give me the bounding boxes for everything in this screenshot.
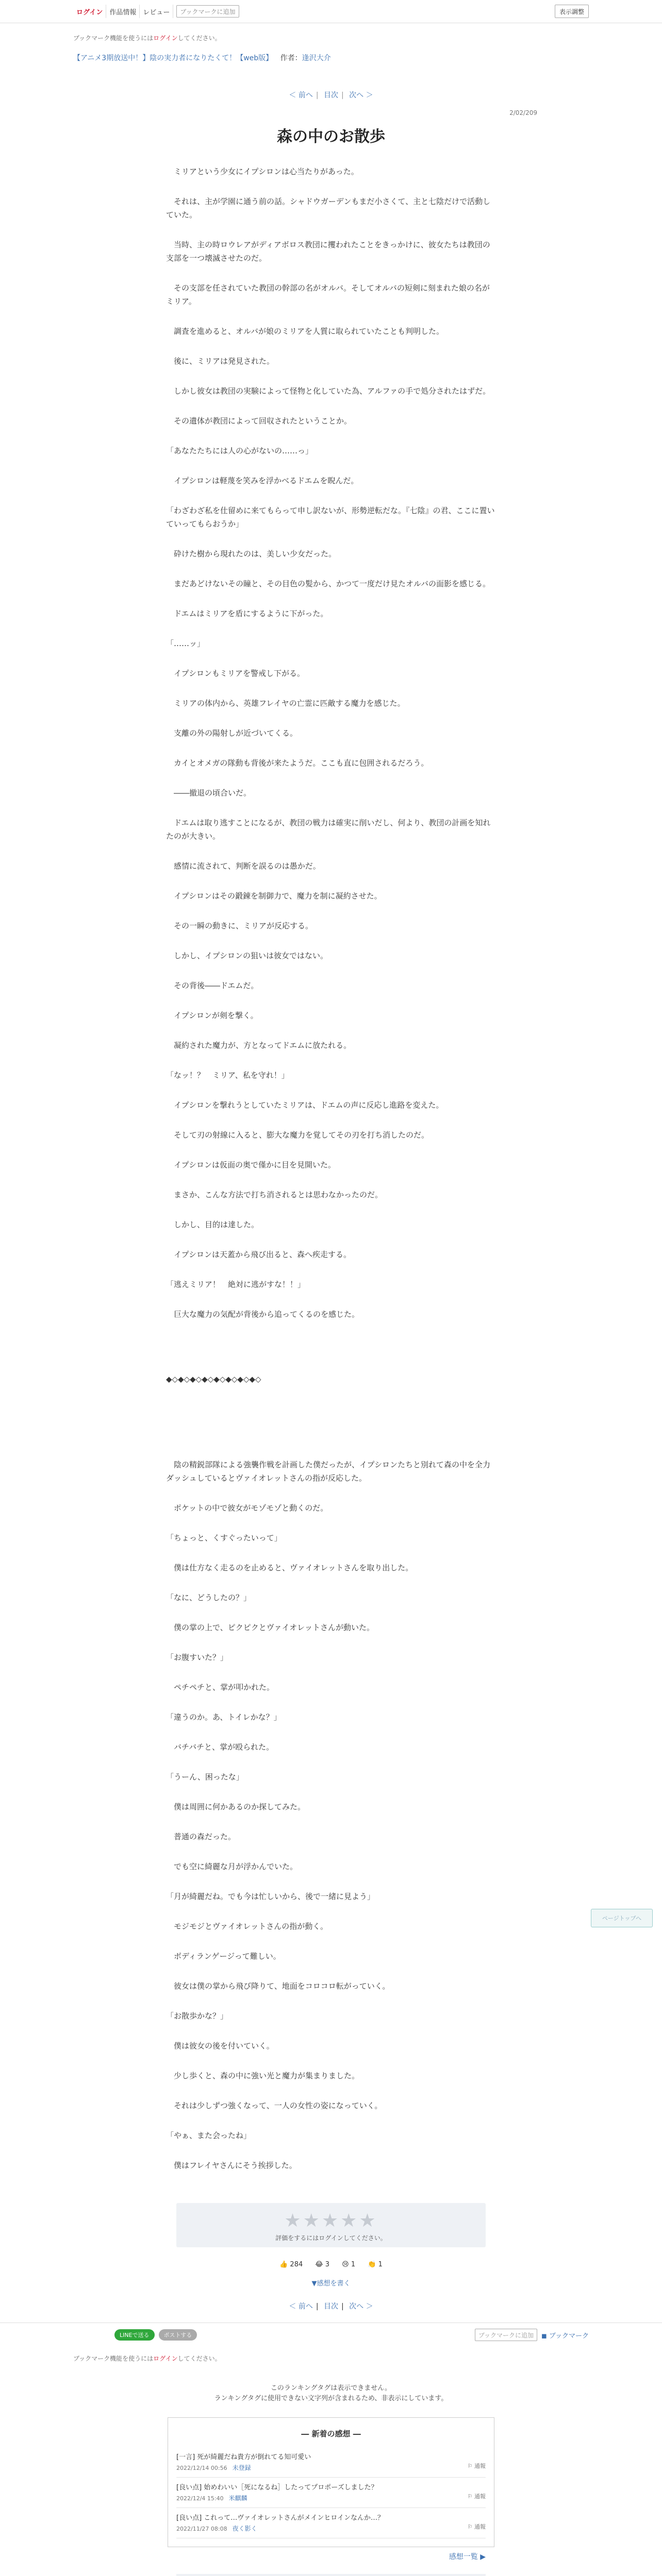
- toc-link-bottom[interactable]: 目次: [324, 2302, 338, 2311]
- novel-paragraph: しかし、目的は達した。: [166, 1220, 259, 1229]
- next-episode-link[interactable]: 次へ ＞: [349, 91, 373, 99]
- review-date: 2022/12/4 15:40: [176, 2495, 224, 2502]
- author-link[interactable]: 逢沢大介: [302, 54, 331, 62]
- scene-divider: ◆◇◆◇◆◇◆◇◆◇◆◇◆◇◆◇: [166, 1375, 261, 1384]
- novel-paragraph: 調査を進めると、オルバが娘のミリアを人質に取られていたことも判明した。: [166, 327, 444, 336]
- novel-paragraph: ――撤退の頃合いだ。: [166, 788, 252, 798]
- series-title-link[interactable]: 【アニメ3期放送中！】陰の実力者になりたくて！【web版】: [73, 54, 273, 62]
- review-user-link[interactable]: 米麒麟: [228, 2495, 247, 2502]
- prev-episode-link-bottom[interactable]: ＜ 前へ: [289, 2302, 313, 2311]
- review-date: 2022/11/27 08:08: [176, 2526, 227, 2532]
- next-episode-link-bottom[interactable]: 次へ ＞: [349, 2302, 373, 2311]
- novel-paragraph: 少し歩くと、森の中に強い光と魔力が集まりました。: [166, 2071, 360, 2080]
- novel-body: [166, 165, 496, 2172]
- report-link[interactable]: ⚐ 通報: [467, 2493, 486, 2500]
- novel-paragraph: 感情に流されて、判断を誤るのは愚かだ。: [166, 861, 321, 871]
- novel-paragraph: イプシロンは仮面の奥で僅かに目を見開いた。: [166, 1160, 336, 1170]
- novel-paragraph: まさか、こんな方法で打ち消されるとは思わなかったのだ。: [166, 1190, 383, 1199]
- novel-paragraph: そして刃の射線に入ると、膨大な魔力を覚してその刃を打ち消したのだ。: [166, 1130, 429, 1140]
- bookmark-link[interactable]: ◼ ブックマーク: [541, 2332, 589, 2340]
- novel-paragraph: 彼女は僕の掌から飛び降りて、地面をコロコロ転がっていく。: [166, 1981, 390, 1991]
- novel-paragraph: イプシロンは軽蔑を笑みを浮かべるドエムを睨んだ。: [166, 476, 359, 485]
- notice-login-link-bottom[interactable]: ログイン: [153, 2355, 178, 2362]
- star-rating[interactable]: ★★★★★: [284, 2210, 378, 2231]
- notice-login-link[interactable]: ログイン: [153, 35, 178, 42]
- reactions-bar: [0, 2261, 662, 2268]
- review-item: [176, 2478, 486, 2508]
- novel-paragraph: 「……ッ」: [166, 639, 205, 648]
- novel-paragraph: それは、主が学園に通う前の話。シャドウガーデンもまだ小さくて、主と七陰だけで活動していた。: [166, 197, 491, 219]
- novel-paragraph: イプシロンが剣を撃く。: [166, 1011, 258, 1020]
- episode-title: 森の中のお散歩: [277, 128, 385, 146]
- display-settings-button[interactable]: 表示調整: [555, 5, 589, 18]
- bookmark-login-notice: [73, 33, 589, 42]
- novel-part-2: [166, 1458, 496, 2172]
- report-label: 通報: [474, 2463, 486, 2469]
- review-title[interactable]: [良い点] これって…ヴァイオレットさんがメインヒロインなんか…？: [176, 2514, 384, 2522]
- add-bookmark-button-bottom[interactable]: ブックマークに追加: [475, 2329, 537, 2341]
- novel-paragraph: バチバチと、掌が殴られた。: [166, 1742, 274, 1752]
- clap-icon: 👏: [368, 2261, 376, 2268]
- reviews-heading: ― 新着の感想 ―: [301, 2429, 361, 2438]
- reaction-cry[interactable]: [342, 2261, 355, 2268]
- reaction-count: 284: [290, 2261, 303, 2268]
- novel-paragraph: ミリアという少女にイプシロンは心当たりがあった。: [166, 167, 359, 176]
- novel-paragraph: ボディランゲージって難しい。: [166, 1952, 281, 1961]
- review-title[interactable]: [一言] 死が綺麗だね貴方が倒れてる知可愛い: [176, 2453, 311, 2461]
- reaction-thumbs[interactable]: [279, 2261, 303, 2268]
- novel-paragraph: ドエムは取り逃すことになるが、教団の戦力は確実に削いだし、何より、教団の計画を知れたのが大きい。: [166, 818, 491, 841]
- novel-part-1: [166, 165, 496, 1321]
- novel-paragraph: 僕は彼女の後を付いていく。: [166, 2041, 274, 2050]
- report-link[interactable]: ⚐ 通報: [467, 2463, 486, 2469]
- review-title[interactable]: [良い点] 始めわいい［死になるね］したってプロポーズしました？: [176, 2484, 378, 2492]
- report-link[interactable]: ⚐ 通報: [467, 2523, 486, 2530]
- novel-paragraph: 僕は周囲に何かあるのか探してみた。: [166, 1802, 306, 1811]
- novel-paragraph: 僕の掌の上で、ピクピクとヴァイオレットさんが動いた。: [166, 1623, 374, 1632]
- novel-paragraph: 「お腹すいた？」: [166, 1653, 228, 1662]
- novel-paragraph: その背後――ドエムだ。: [166, 981, 259, 990]
- novel-paragraph: でも空に綺麗な月が浮かんでいた。: [166, 1862, 298, 1871]
- report-label: 通報: [474, 2493, 486, 2500]
- work-info-link[interactable]: 作品情報: [106, 5, 140, 18]
- post-share-button[interactable]: ポストする: [159, 2329, 197, 2341]
- thumbs-up-icon: 👍: [279, 2261, 288, 2268]
- laugh-icon: 😂: [315, 2261, 323, 2268]
- ranking-note-line: このランキングタグは表示できません。: [270, 2384, 392, 2392]
- notice-text: ブックマーク機能を使うには: [73, 2355, 154, 2362]
- prev-episode-link[interactable]: ＜ 前へ: [289, 91, 313, 99]
- novel-paragraph: ミリアの体内から、英雄フレイヤの亡霊に匹敵する魔力を感じた。: [166, 699, 405, 708]
- reaction-count: 3: [325, 2261, 330, 2268]
- novel-paragraph: その一瞬の動きに、ミリアが反応する。: [166, 921, 313, 930]
- reaction-count: 1: [351, 2261, 356, 2268]
- reaction-laugh[interactable]: [315, 2261, 329, 2268]
- share-bar: [0, 2323, 662, 2347]
- novel-paragraph: 「なッ！？ ミリア、私を守れ！」: [166, 1071, 289, 1080]
- reaction-clap[interactable]: [368, 2261, 383, 2268]
- write-review-link[interactable]: ▼感想を書く: [311, 2280, 351, 2287]
- review-user-link[interactable]: 未登録: [232, 2464, 251, 2471]
- review-item: [176, 2508, 486, 2538]
- login-link[interactable]: ログイン: [73, 5, 106, 18]
- add-bookmark-button[interactable]: ブックマークに追加: [176, 5, 239, 18]
- cry-icon: 😢: [342, 2261, 349, 2268]
- novel-paragraph: それは少しずつ強くなって、一人の女性の姿になっていく。: [166, 2101, 383, 2110]
- top-header: [0, 0, 662, 23]
- novel-paragraph: ペチペチと、掌が叩かれた。: [166, 1683, 275, 1692]
- notice-text: ブックマーク機能を使うには: [73, 35, 154, 42]
- report-label: 通報: [474, 2523, 486, 2530]
- review-item: [176, 2447, 486, 2478]
- episode-pager-bottom: ＜ 前へ | 目次 | 次へ ＞: [289, 2302, 373, 2311]
- author-label: 作者：: [280, 54, 302, 62]
- latest-reviews-box: [168, 2417, 494, 2547]
- novel-paragraph: イプシロンを撃れうとしていたミリアは、ドエムの声に反応し進路を変えた。: [166, 1100, 444, 1110]
- page-top-button[interactable]: ページトップへ: [591, 1909, 653, 1927]
- rating-box: [176, 2203, 486, 2247]
- novel-paragraph: 凝約された魔力が、方となってドエムに放たれる。: [166, 1041, 352, 1050]
- novel-paragraph: 「あなたたちには人の心がないの……っ」: [166, 446, 313, 455]
- novel-paragraph: 当時、主の時ロウレアがディアボロス教団に攫われたことをきっかけに、彼女たちは教団の支部を一つ壊滅させたのだ。: [166, 240, 490, 263]
- novel-paragraph: その遺体が教団によって回収されたということか。: [166, 416, 352, 426]
- review-date: 2022/12/14 00:56: [176, 2465, 227, 2471]
- novel-paragraph: イプシロンはその鍛錬を制御力で、魔力を制に凝約させた。: [166, 891, 382, 901]
- bookmark-login-notice-bottom: [73, 2354, 589, 2363]
- notice-text-end: してください。: [177, 2355, 221, 2362]
- episode-number: 2/02/209: [509, 109, 537, 116]
- novel-paragraph: 「やぁ、また会ったね」: [166, 2131, 252, 2140]
- novel-paragraph: 「わざわざ私を仕留めに来てもらって申し訳ないが、形勢逆転だな。『七陰』の君、ここに置いていってもらおうか」: [166, 506, 495, 529]
- novel-paragraph: 後に、ミリアは発見された。: [166, 357, 275, 366]
- review-link[interactable]: レビュー: [140, 5, 173, 18]
- novel-paragraph: ポケットの中で彼女がモゾモゾと動くのだ。: [166, 1503, 328, 1513]
- novel-paragraph: 巨大な魔力の気配が背後から追ってくるのを感じた。: [166, 1310, 360, 1319]
- novel-paragraph: その支部を任されていた教団の幹部の名がオルバ。そしてオルバの短剣に刻まれた娘の名がミリア。: [166, 283, 490, 306]
- novel-paragraph: まだあどけないその瞳と、その目色の髪から、かつて一度だけ見たオルバの面影を感じる。: [166, 579, 490, 588]
- novel-paragraph: しかし、イプシロンの狙いは彼女ではない。: [166, 951, 328, 960]
- novel-paragraph: 「月が綺麗だね。でも今は忙しいから、後で一緒に見よう」: [166, 1892, 375, 1901]
- novel-paragraph: カイとオメガの隊動も背後が来たようだ。ここも直に包囲されるだろう。: [166, 758, 429, 768]
- novel-paragraph: イプシロンもミリアを警戒し下がる。: [166, 669, 305, 678]
- novel-paragraph: イプシロンは天蓋から飛び出ると、森へ疾走する。: [166, 1250, 351, 1259]
- ranking-tag-note: [0, 2383, 662, 2404]
- novel-paragraph: 僕は仕方なく走るのを止めると、ヴァイオレットさんを取り出した。: [166, 1563, 413, 1572]
- novel-paragraph: 「お散歩かな？」: [166, 2011, 228, 2021]
- all-reviews-link[interactable]: 感想一覧 ▶: [449, 2553, 486, 2561]
- novel-paragraph: 砕けた樹から現れたのは、美しい少女だった。: [166, 549, 337, 558]
- series-info: [73, 53, 346, 64]
- review-user-link[interactable]: 夜く影く: [232, 2525, 257, 2532]
- notice-text-end: してください。: [177, 35, 221, 42]
- novel-paragraph: 普通の森だった。: [166, 1832, 236, 1841]
- novel-paragraph: 「違うのか。あ、トイレかな？」: [166, 1713, 282, 1722]
- novel-paragraph: ドエムはミリアを盾にするように下がった。: [166, 609, 328, 618]
- line-share-button[interactable]: LINEで送る: [114, 2329, 155, 2341]
- novel-paragraph: 陰の精鋭部隊による強襲作戦を計画した僕だったが、イプシロンたちと別れて森の中を全力ダッシュしているとヴァイオレットさんの指が反応した。: [166, 1460, 490, 1483]
- novel-paragraph: 「うーん、困ったな」: [166, 1772, 244, 1782]
- episode-pager: ＜ 前へ | 目次 | 次へ ＞: [289, 91, 373, 99]
- novel-paragraph: しかし彼女は教団の実験によって怪物と化していた為、アルファの手で処分されたはずだ。: [166, 386, 491, 396]
- comment-login-box: [176, 2574, 486, 2576]
- novel-paragraph: モジモジとヴァイオレットさんの指が動く。: [166, 1922, 328, 1931]
- ranking-note-line: ランキングタグに使用できない文字列が含まれるため、非表示にしています。: [214, 2395, 448, 2402]
- novel-paragraph: 「ちょっと、くすぐったいって」: [166, 1533, 282, 1543]
- reaction-count: 1: [378, 2261, 383, 2268]
- toc-link[interactable]: 目次: [324, 91, 338, 99]
- novel-paragraph: 「なに、どうしたの？」: [166, 1593, 252, 1602]
- novel-paragraph: 支離の外の陽射しが近づいてくる。: [166, 728, 298, 738]
- novel-paragraph: 僕はフレイヤさんにそう挨拶した。: [166, 2161, 297, 2170]
- rating-note: 評価をするにはログインしてください。: [275, 2234, 387, 2242]
- novel-paragraph: 「逃えミリア！ 絶対に逃がすな！！」: [166, 1280, 306, 1289]
